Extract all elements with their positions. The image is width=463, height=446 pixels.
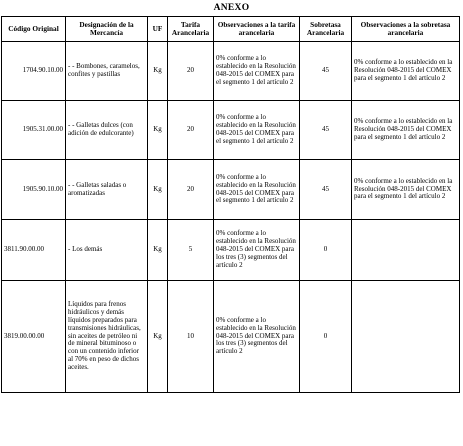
- table-row: [2, 281, 460, 393]
- cell-surcharge-observations: 0% conforme a lo establecido en la Resolución 048-2015 del COMEX para el segmento 1 del artículo 2: [352, 160, 460, 220]
- cell-surcharge: 45: [300, 160, 352, 220]
- table-header-row: [2, 17, 460, 42]
- cell-tariff-observations: 0% conforme a lo establecido en la Resolución 048-2015 del COMEX para el segmento 1 del artículo 2: [214, 42, 300, 101]
- cell-tariff-observations: 0% conforme a lo establecido en la Resolución 048-2015 del COMEX para el segmento 1 del artículo 2: [214, 160, 300, 220]
- cell-code: 1704.90.10.00: [2, 42, 66, 101]
- cell-designation: - Los demás: [66, 220, 148, 281]
- header-surcharge-observations: Observaciones a la sobretasa arancelaria: [352, 17, 460, 42]
- annex-table: [1, 16, 460, 393]
- cell-surcharge: 45: [300, 101, 352, 160]
- table-row: [2, 220, 460, 281]
- cell-unit: Kg: [148, 101, 168, 160]
- cell-unit: Kg: [148, 281, 168, 393]
- cell-tariff-observations: 0% conforme a lo establecido en la Resolución 048-2015 del COMEX para los tres (3) segmentos del artículo 2: [214, 220, 300, 281]
- cell-surcharge-observations: [352, 281, 460, 393]
- header-tariff-observations: Observaciones a la tarifa arancelaria: [214, 17, 300, 42]
- cell-unit: Kg: [148, 42, 168, 101]
- header-code: Código Original: [2, 17, 66, 42]
- cell-surcharge-observations: [352, 220, 460, 281]
- header-tariff: Tarifa Arancelaria: [168, 17, 214, 42]
- cell-code: 1905.90.10.00: [2, 160, 66, 220]
- header-designation: Designación de la Mercancía: [66, 17, 148, 42]
- cell-code: 1905.31.00.00: [2, 101, 66, 160]
- cell-surcharge-observations: 0% conforme a lo establecido en la Resolución 048-2015 del COMEX para el segmento 1 del artículo 2: [352, 42, 460, 101]
- table-row: [2, 42, 460, 101]
- cell-surcharge: 45: [300, 42, 352, 101]
- cell-tariff: 20: [168, 160, 214, 220]
- cell-tariff: 20: [168, 42, 214, 101]
- cell-tariff: 20: [168, 101, 214, 160]
- cell-designation: Líquidos para frenos hidráulicos y demás líquidos preparados para transmisiones hidráulicas, sin aceites de petróleo ni de mineral bituminoso o con un contenido inferior al 70% en peso de dichos aceites.: [66, 281, 148, 393]
- header-surcharge: Sobretasa Arancelaria: [300, 17, 352, 42]
- cell-code: 3819.00.00.00: [2, 281, 66, 393]
- table-row: [2, 101, 460, 160]
- cell-unit: Kg: [148, 160, 168, 220]
- cell-tariff-observations: 0% conforme a lo establecido en la Resolución 048-2015 del COMEX para los tres (3) segmentos del artículo 2: [214, 281, 300, 393]
- table-row: [2, 160, 460, 220]
- cell-designation: - - Galletas dulces (con adición de edulcorante): [66, 101, 148, 160]
- cell-designation: - - Galletas saladas o aromatizadas: [66, 160, 148, 220]
- cell-surcharge: 0: [300, 220, 352, 281]
- cell-unit: Kg: [148, 220, 168, 281]
- cell-code: 3811.90.00.00: [2, 220, 66, 281]
- cell-tariff-observations: 0% conforme a lo establecido en la Resolución 048-2015 del COMEX para el segmento 1 del artículo 2: [214, 101, 300, 160]
- cell-surcharge: 0: [300, 281, 352, 393]
- header-unit: UF: [148, 17, 168, 42]
- cell-tariff: 5: [168, 220, 214, 281]
- cell-tariff: 10: [168, 281, 214, 393]
- cell-surcharge-observations: 0% conforme a lo establecido en la Resolución 048-2015 del COMEX para el segmento 1 del artículo 2: [352, 101, 460, 160]
- cell-designation: - - Bombones, caramelos, confites y pastillas: [66, 42, 148, 101]
- page-title: ANEXO: [213, 3, 250, 13]
